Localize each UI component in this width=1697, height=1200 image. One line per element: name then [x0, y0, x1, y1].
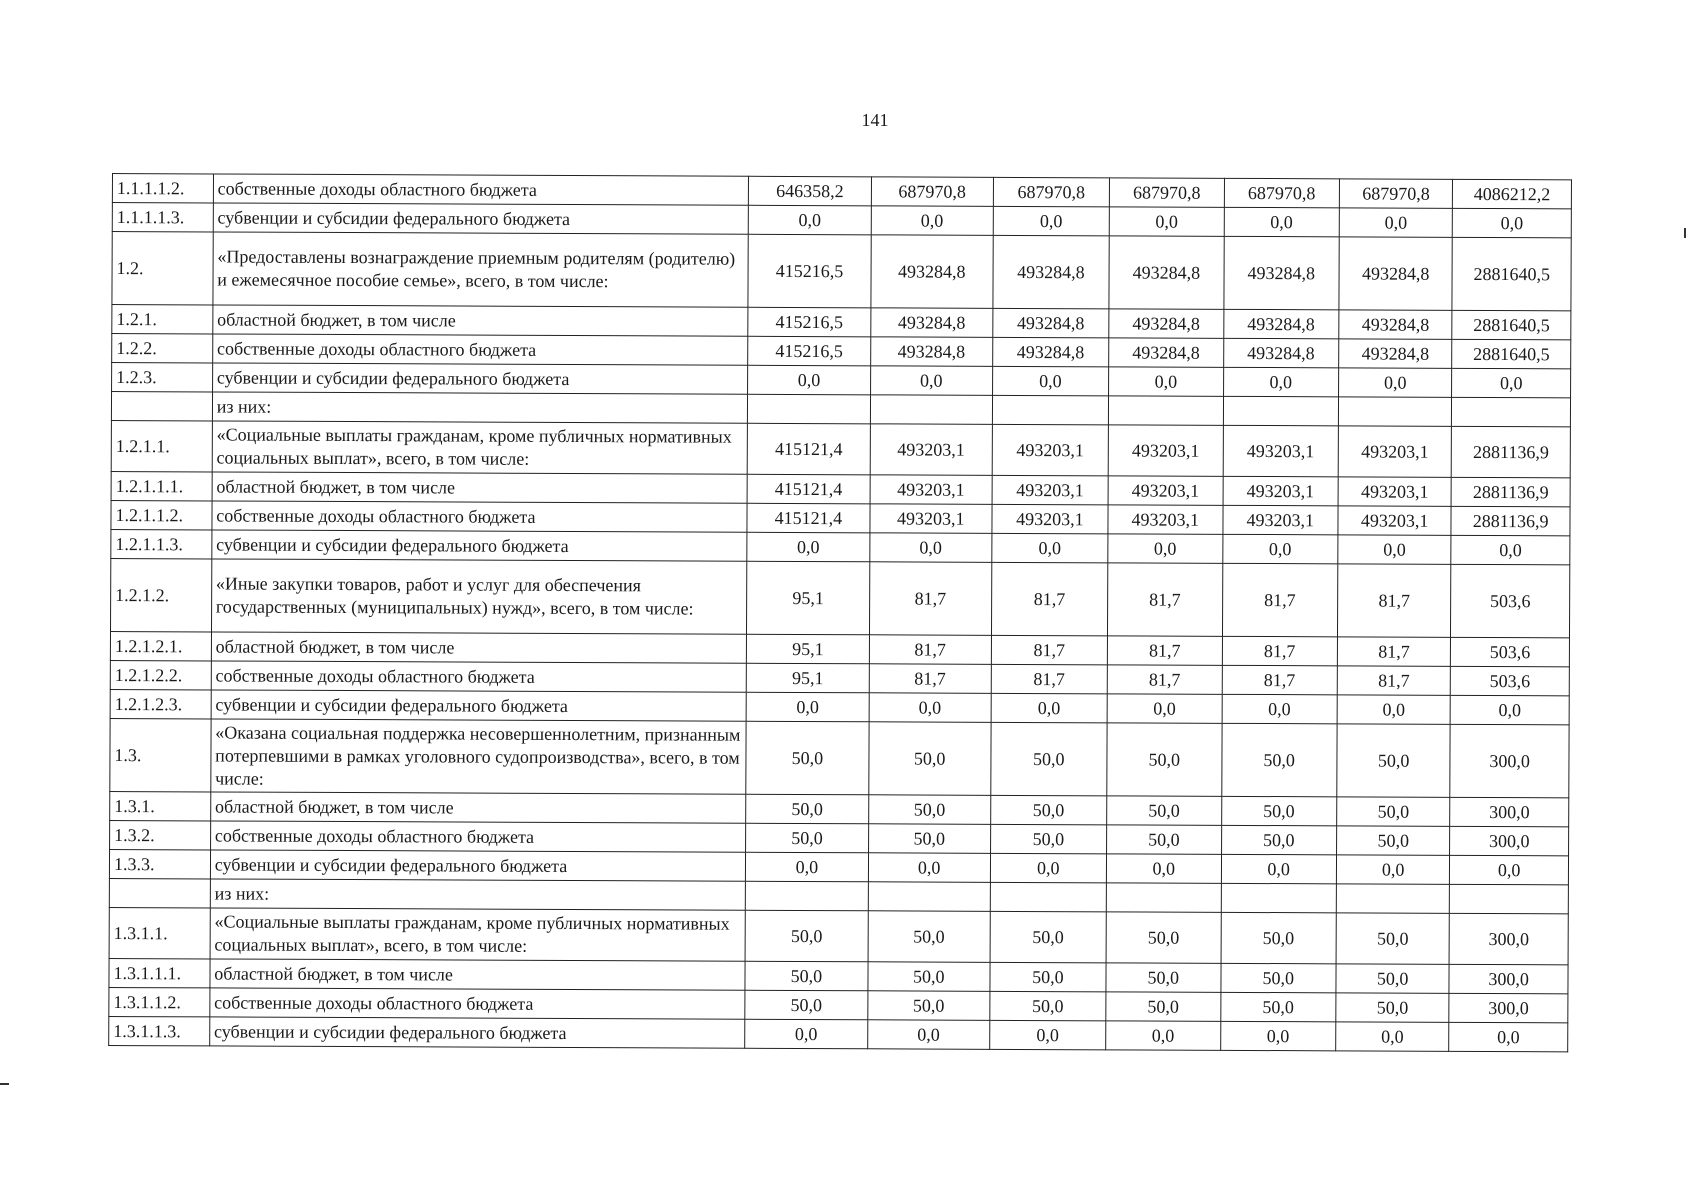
- row-value-cell: 0,0: [869, 693, 991, 723]
- row-value-cell: 415121,4: [747, 474, 870, 504]
- row-value-cell: 493284,8: [992, 308, 1109, 338]
- row-value-cell: 81,7: [991, 664, 1108, 694]
- row-value-cell: 50,0: [869, 722, 991, 796]
- row-value-cell: 300,0: [1450, 797, 1569, 827]
- row-value-cell: 687970,8: [1339, 179, 1452, 208]
- row-value-cell: 81,7: [1337, 564, 1451, 637]
- row-code-cell: 1.1.1.1.3.: [112, 203, 213, 232]
- row-value-cell: [868, 882, 990, 912]
- row-value-cell: 2881640,5: [1452, 310, 1571, 340]
- row-value-cell: 493284,8: [993, 235, 1110, 309]
- row-value-cell: 50,0: [1107, 723, 1222, 796]
- table-row: [109, 907, 1568, 964]
- row-value-cell: [1336, 884, 1449, 913]
- row-value-cell: 0,0: [991, 533, 1108, 563]
- row-description-cell: областной бюджет, в том числе: [210, 959, 745, 990]
- row-value-cell: 493284,8: [871, 337, 993, 367]
- row-description-cell: субвенции и субсидии федерального бюджета: [211, 690, 746, 721]
- row-value-cell: 0,0: [1109, 367, 1224, 396]
- row-value-cell: 50,0: [745, 910, 868, 962]
- row-value-cell: 493203,1: [992, 504, 1109, 534]
- row-value-cell: 503,6: [1451, 637, 1570, 667]
- row-description-cell: субвенции и субсидии федерального бюджета: [213, 203, 748, 234]
- row-value-cell: 493203,1: [1222, 505, 1338, 535]
- row-description-cell: субвенции и субсидии федерального бюджета: [212, 530, 747, 561]
- row-description-cell: собственные доходы областного бюджета: [211, 661, 746, 692]
- row-description-cell: субвенции и субсидии федерального бюджета: [212, 363, 747, 394]
- row-value-cell: 0,0: [870, 366, 992, 396]
- row-value-cell: [745, 881, 868, 911]
- row-code-cell: 1.2.1.2.1.: [110, 631, 211, 660]
- row-value-cell: 493284,8: [1339, 237, 1453, 310]
- row-value-cell: 493203,1: [1108, 505, 1223, 534]
- row-value-cell: [747, 394, 870, 424]
- row-value-cell: 503,6: [1451, 666, 1570, 696]
- row-value-cell: 50,0: [990, 795, 1107, 825]
- row-value-cell: 493203,1: [1223, 425, 1339, 477]
- row-value-cell: 0,0: [1220, 1021, 1336, 1051]
- page-number: 141: [861, 110, 889, 130]
- row-value-cell: 493284,8: [992, 337, 1109, 367]
- row-value-cell: 0,0: [990, 853, 1107, 883]
- row-value-cell: 687970,8: [1224, 178, 1340, 208]
- table-row: [110, 718, 1569, 797]
- row-value-cell: 0,0: [1450, 855, 1569, 885]
- row-value-cell: 0,0: [1337, 695, 1450, 724]
- scan-edge-mark-left: [0, 1083, 9, 1085]
- row-value-cell: 493203,1: [1223, 476, 1339, 506]
- row-description-cell: областной бюджет, в том числе: [211, 632, 746, 663]
- row-value-cell: 300,0: [1450, 724, 1569, 798]
- row-value-cell: 81,7: [1107, 636, 1222, 665]
- row-description-cell: собственные доходы областного бюджета: [213, 174, 748, 205]
- row-value-cell: 50,0: [1106, 992, 1221, 1021]
- row-value-cell: [1450, 884, 1569, 914]
- row-value-cell: 493284,8: [1223, 309, 1339, 339]
- row-value-cell: 50,0: [746, 721, 869, 795]
- row-description-cell: субвенции и субсидии федерального бюджета: [209, 1017, 744, 1048]
- row-value-cell: 50,0: [1221, 723, 1337, 797]
- row-value-cell: [870, 395, 992, 425]
- row-description-cell: собственные доходы областного бюджета: [212, 334, 747, 365]
- row-value-cell: 50,0: [1337, 724, 1451, 797]
- row-value-cell: [992, 395, 1109, 425]
- row-value-cell: 493284,8: [1109, 309, 1224, 338]
- row-code-cell: [111, 392, 212, 421]
- row-value-cell: 81,7: [1337, 637, 1450, 666]
- row-value-cell: 0,0: [1339, 208, 1452, 237]
- budget-table-container: [108, 173, 1572, 1052]
- row-value-cell: [990, 882, 1107, 912]
- row-value-cell: 81,7: [1222, 563, 1338, 637]
- row-value-cell: 0,0: [1107, 854, 1222, 883]
- row-code-cell: 1.3.1.: [110, 791, 211, 820]
- row-code-cell: 1.2.1.2.2.: [110, 660, 211, 689]
- row-value-cell: 0,0: [1106, 1021, 1221, 1050]
- row-value-cell: 493203,1: [1108, 476, 1223, 505]
- row-value-cell: 50,0: [746, 823, 869, 853]
- row-value-cell: [1109, 396, 1224, 425]
- row-value-cell: 493203,1: [870, 504, 992, 534]
- row-value-cell: 2881640,5: [1452, 237, 1571, 311]
- row-value-cell: 50,0: [1337, 797, 1450, 826]
- row-code-cell: 1.3.1.1.: [109, 907, 210, 958]
- row-value-cell: 415121,4: [747, 503, 870, 533]
- row-value-cell: 0,0: [868, 1020, 990, 1050]
- row-value-cell: 493203,1: [992, 424, 1109, 476]
- row-value-cell: 300,0: [1449, 964, 1568, 994]
- row-value-cell: 50,0: [1220, 992, 1336, 1022]
- row-code-cell: 1.2.1.2.3.: [110, 689, 211, 718]
- row-value-cell: [1338, 397, 1451, 426]
- row-value-cell: 687970,8: [871, 177, 993, 207]
- table-row: [109, 1016, 1568, 1051]
- row-value-cell: 0,0: [1336, 1022, 1449, 1051]
- row-code-cell: 1.3.2.: [110, 820, 211, 849]
- row-value-cell: 0,0: [1223, 367, 1339, 397]
- row-value-cell: [1223, 396, 1339, 426]
- row-value-cell: 95,1: [746, 634, 869, 664]
- row-value-cell: 81,7: [869, 635, 991, 665]
- row-value-cell: 687970,8: [993, 177, 1110, 207]
- row-value-cell: 493203,1: [1338, 426, 1452, 477]
- row-value-cell: 0,0: [1222, 694, 1338, 724]
- row-code-cell: 1.3.3.: [109, 849, 210, 878]
- row-value-cell: 0,0: [745, 852, 868, 882]
- scan-edge-mark-right: [1684, 228, 1686, 238]
- row-value-cell: 50,0: [1106, 963, 1221, 992]
- row-value-cell: 0,0: [1221, 854, 1337, 884]
- row-value-cell: 415216,5: [748, 336, 871, 366]
- row-value-cell: 50,0: [1336, 964, 1449, 993]
- row-value-cell: 0,0: [1339, 368, 1452, 397]
- row-value-cell: 50,0: [868, 911, 990, 963]
- row-value-cell: 0,0: [992, 366, 1109, 396]
- row-value-cell: 0,0: [1451, 535, 1570, 565]
- row-value-cell: 493284,8: [1339, 310, 1452, 339]
- row-code-cell: 1.2.1.2.: [110, 558, 211, 631]
- row-description-cell: из них:: [212, 392, 747, 423]
- row-value-cell: 493203,1: [870, 475, 992, 505]
- table-row: [111, 420, 1570, 477]
- row-value-cell: 503,6: [1451, 564, 1570, 638]
- row-description-cell: из них:: [210, 879, 745, 910]
- row-value-cell: 415121,4: [747, 423, 870, 475]
- row-description-cell: «Социальные выплаты гражданам, кроме публичных нормативных социальных выплат», всего, в том числе:: [210, 908, 746, 961]
- row-value-cell: 493284,8: [1223, 338, 1339, 368]
- row-value-cell: 0,0: [1338, 535, 1451, 564]
- row-value-cell: 50,0: [1107, 825, 1222, 854]
- row-value-cell: 0,0: [871, 206, 993, 236]
- row-description-cell: «Социальные выплаты гражданам, кроме публичных нормативных социальных выплат», всего, в том числе:: [212, 421, 748, 474]
- row-value-cell: 493203,1: [992, 475, 1109, 505]
- row-value-cell: [1221, 883, 1337, 913]
- row-value-cell: 493284,8: [871, 235, 993, 309]
- row-value-cell: 50,0: [990, 722, 1107, 796]
- row-value-cell: 0,0: [1450, 695, 1569, 725]
- row-value-cell: 50,0: [868, 962, 990, 992]
- row-value-cell: 50,0: [1221, 825, 1337, 855]
- row-value-cell: 493203,1: [1338, 477, 1451, 506]
- table-row: [112, 232, 1571, 311]
- row-value-cell: 0,0: [1449, 1022, 1568, 1052]
- row-code-cell: 1.2.: [112, 232, 213, 305]
- row-code-cell: 1.3.1.1.2.: [109, 987, 210, 1016]
- row-code-cell: 1.2.1.1.: [111, 420, 212, 471]
- row-code-cell: 1.2.3.: [112, 363, 213, 392]
- row-value-cell: 95,1: [747, 561, 870, 635]
- row-value-cell: 0,0: [747, 532, 870, 562]
- row-description-cell: «Оказана социальная поддержка несовершеннолетним, признанным потерпевшими в рамках уголовного судопроизводства», всего, в том числе:: [211, 719, 747, 794]
- row-value-cell: 50,0: [1221, 796, 1337, 826]
- row-value-cell: [1452, 397, 1571, 427]
- row-value-cell: 50,0: [1220, 963, 1336, 993]
- row-value-cell: 2881136,9: [1451, 477, 1570, 507]
- row-code-cell: 1.2.1.: [112, 305, 213, 334]
- row-value-cell: 50,0: [1336, 993, 1449, 1022]
- row-value-cell: 0,0: [1453, 208, 1572, 238]
- row-value-cell: 81,7: [1107, 665, 1222, 694]
- row-value-cell: 0,0: [1107, 694, 1222, 723]
- row-value-cell: 50,0: [990, 824, 1107, 854]
- row-value-cell: 415216,5: [748, 234, 871, 308]
- row-description-cell: собственные доходы областного бюджета: [210, 821, 745, 852]
- row-value-cell: 50,0: [1107, 796, 1222, 825]
- row-value-cell: 0,0: [1224, 207, 1340, 237]
- row-value-cell: 81,7: [1337, 666, 1450, 695]
- row-value-cell: 0,0: [1109, 207, 1224, 236]
- row-value-cell: 2881640,5: [1452, 339, 1571, 369]
- row-value-cell: 50,0: [990, 911, 1107, 963]
- row-value-cell: 2881136,9: [1452, 426, 1571, 478]
- row-description-cell: областной бюджет, в том числе: [210, 792, 745, 823]
- row-value-cell: [1106, 883, 1221, 912]
- row-value-cell: 493284,8: [1223, 236, 1339, 310]
- row-value-cell: 4086212,2: [1453, 179, 1572, 209]
- table-body: [109, 174, 1572, 1052]
- row-value-cell: 50,0: [745, 961, 868, 991]
- row-value-cell: 0,0: [746, 692, 869, 722]
- row-value-cell: 50,0: [1221, 912, 1337, 964]
- row-code-cell: 1.1.1.1.2.: [112, 174, 213, 203]
- row-value-cell: 50,0: [1336, 913, 1450, 964]
- row-code-cell: 1.3.1.1.3.: [109, 1016, 210, 1045]
- row-value-cell: 493284,8: [871, 308, 993, 338]
- row-value-cell: 50,0: [746, 794, 869, 824]
- row-value-cell: 50,0: [1337, 826, 1450, 855]
- row-value-cell: 81,7: [991, 635, 1108, 665]
- row-description-cell: областной бюджет, в том числе: [213, 305, 748, 336]
- row-value-cell: 0,0: [1222, 534, 1338, 564]
- row-value-cell: 50,0: [989, 991, 1106, 1021]
- row-value-cell: 0,0: [868, 853, 990, 883]
- row-value-cell: 415216,5: [748, 307, 871, 337]
- row-value-cell: 300,0: [1449, 913, 1568, 965]
- row-value-cell: 0,0: [989, 1020, 1106, 1050]
- row-code-cell: 1.2.1.1.2.: [111, 500, 212, 529]
- row-description-cell: «Предоставлены вознаграждение приемным родителям (родителю) и ежемесячное пособие семье», всего, в том числе:: [213, 232, 749, 307]
- row-description-cell: субвенции и субсидии федерального бюджета: [210, 850, 745, 881]
- row-description-cell: собственные доходы областного бюджета: [210, 988, 745, 1019]
- row-value-cell: 300,0: [1450, 826, 1569, 856]
- table-row: [110, 558, 1569, 637]
- row-value-cell: 81,7: [1222, 636, 1338, 666]
- row-value-cell: 81,7: [1222, 665, 1338, 695]
- row-value-cell: 493284,8: [1109, 236, 1224, 309]
- row-code-cell: [109, 878, 210, 907]
- row-value-cell: 493284,8: [1109, 338, 1224, 367]
- row-value-cell: 0,0: [748, 205, 871, 235]
- row-value-cell: 300,0: [1449, 993, 1568, 1023]
- row-value-cell: 81,7: [869, 664, 991, 694]
- row-value-cell: 50,0: [868, 991, 990, 1021]
- row-value-cell: 493203,1: [1108, 425, 1223, 476]
- row-value-cell: 0,0: [991, 693, 1108, 723]
- row-value-cell: 0,0: [1108, 534, 1223, 563]
- row-value-cell: 0,0: [1336, 855, 1449, 884]
- row-value-cell: 81,7: [991, 562, 1108, 636]
- row-value-cell: 50,0: [1106, 912, 1221, 963]
- row-value-cell: 0,0: [748, 365, 871, 395]
- row-description-cell: собственные доходы областного бюджета: [212, 501, 747, 532]
- row-value-cell: 493203,1: [1338, 506, 1451, 535]
- row-value-cell: 81,7: [869, 562, 991, 636]
- row-value-cell: 493203,1: [870, 424, 992, 476]
- row-value-cell: 0,0: [1452, 368, 1571, 398]
- row-value-cell: 646358,2: [748, 176, 871, 206]
- row-value-cell: 81,7: [1108, 563, 1223, 636]
- row-code-cell: 1.3.1.1.1.: [109, 958, 210, 987]
- row-value-cell: 0,0: [745, 1019, 868, 1049]
- row-value-cell: 493284,8: [1339, 339, 1452, 368]
- row-value-cell: 95,1: [746, 663, 869, 693]
- row-value-cell: 50,0: [869, 795, 991, 825]
- row-code-cell: 1.2.2.: [112, 334, 213, 363]
- row-description-cell: «Иные закупки товаров, работ и услуг для обеспечения государственных (муниципальных) нужд», всего, в том числе:: [211, 559, 747, 634]
- row-code-cell: 1.2.1.1.1.: [111, 471, 212, 500]
- row-value-cell: 0,0: [870, 533, 992, 563]
- row-code-cell: 1.2.1.1.3.: [111, 529, 212, 558]
- budget-table: [108, 173, 1572, 1052]
- row-value-cell: 50,0: [868, 824, 990, 854]
- row-description-cell: областной бюджет, в том числе: [212, 472, 747, 503]
- row-value-cell: 2881136,9: [1451, 506, 1570, 536]
- row-value-cell: 0,0: [993, 206, 1110, 236]
- row-value-cell: 50,0: [990, 962, 1107, 992]
- row-code-cell: 1.3.: [110, 718, 211, 791]
- row-value-cell: 50,0: [745, 990, 868, 1020]
- row-value-cell: 687970,8: [1109, 178, 1224, 207]
